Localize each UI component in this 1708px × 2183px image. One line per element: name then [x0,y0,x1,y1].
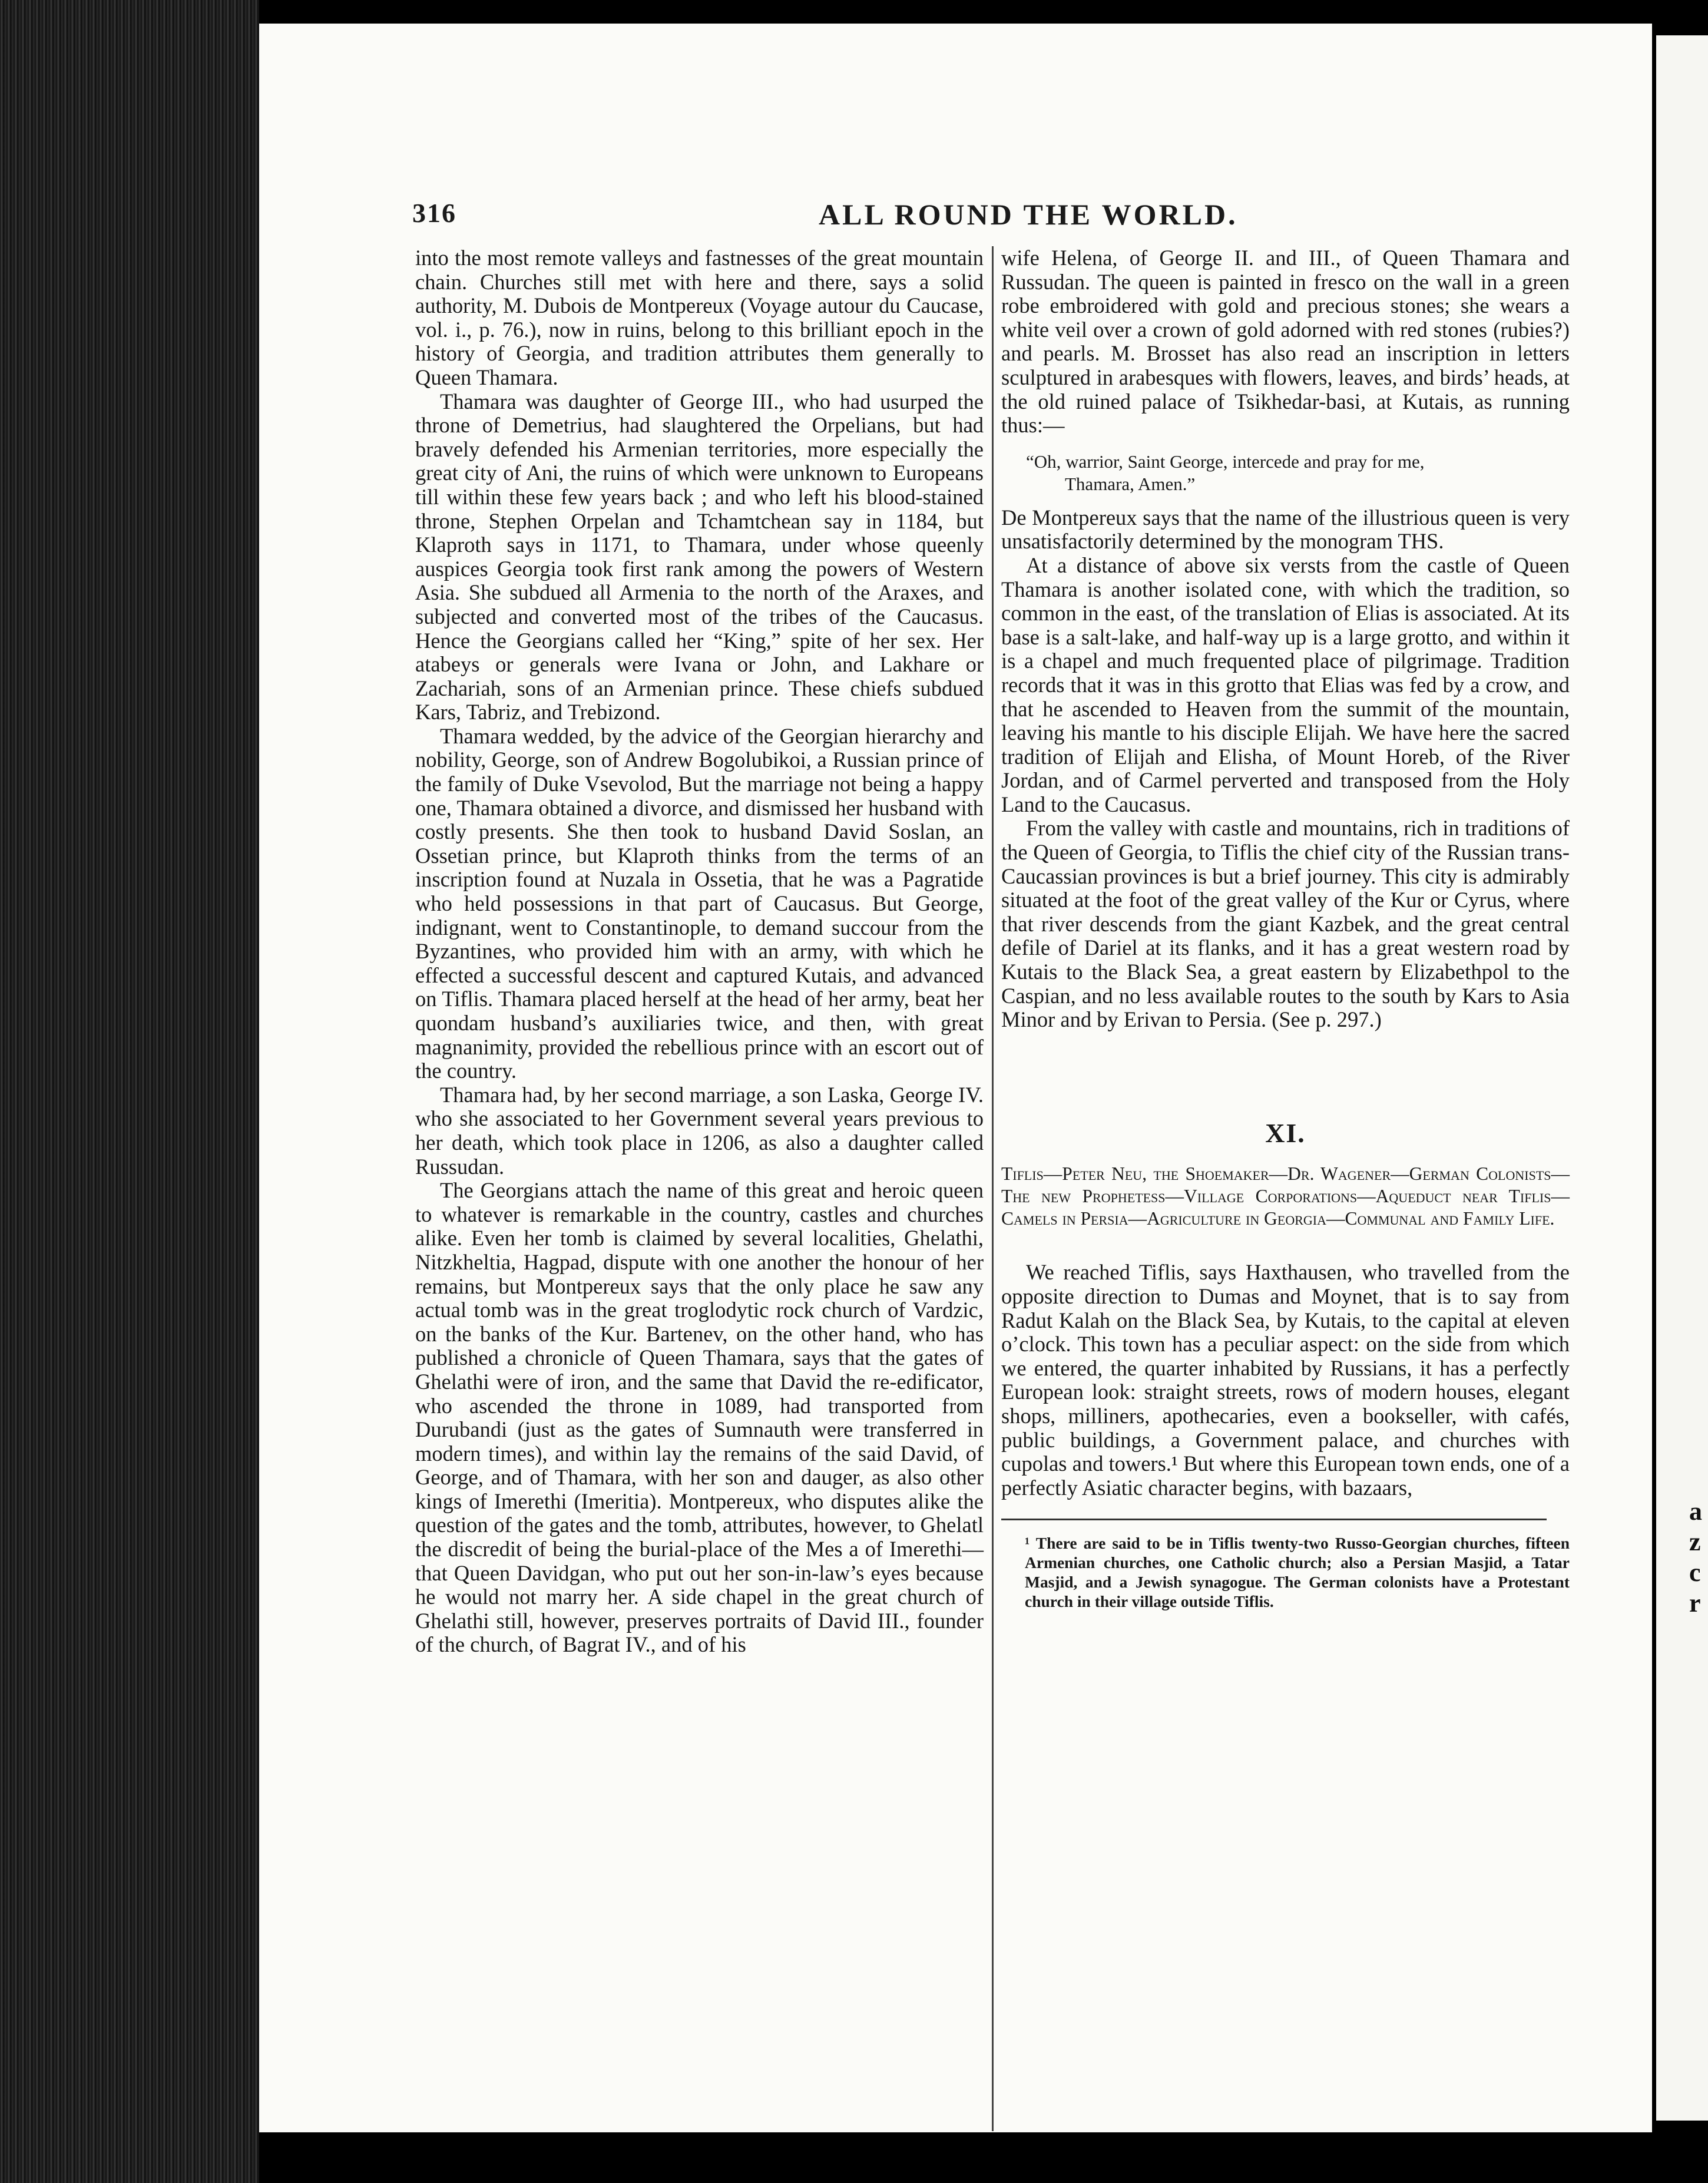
quote-line: “Oh, warrior, Saint George, intercede and pray for me, [1026,451,1425,472]
page-number: 316 [412,198,456,228]
paragraph: Thamara had, by her second marriage, a son Laska, George IV. who she associated to her Government several years previous to her death, which took place in 1206, as also a daughter called Russudan. [415,1082,984,1179]
footnote-rule [1001,1519,1547,1520]
chapter-number: XI. [1265,1117,1306,1148]
quote-line: Thamara, Amen.” [1065,473,1196,494]
paragraph: At a distance of above six versts from the castle of Queen Thamara is another isolated cone, with which the tradition, so common in the east, of the translation of Elias is associated. At its base is a salt-lake, and half-way up is a large grotto, and within it is a chapel and much frequented place of pilgrimage. Tradition records that it was in this grotto that Elias was fed by a crow, and that he ascended to Heaven from the summit of the mountain, leaving his mantle to his disciple Elijah. We have here the sacred tradition of Elijah and Elisha, of Mount Horeb, of the River Jordan, and of Carmel perverted and transposed from the Holy Land to the Caucasus. [1001,553,1570,816]
chapter-summary: Tiflis—Peter Neu, the Shoemaker—Dr. Wagener—German Colonists—The new Prophetess—Village Corporations—Aqueduct near Tiflis—Camels in Persia—Agriculture in Georgia—Communal and Family Life. [1001,1163,1570,1229]
paragraph: into the most remote valleys and fastnesses of the great mountain chain. Churches still met with here and there, says a solid authority, M. Dubois de Montpereux (Voyage autour du Caucase, vol. i., p. 76.), now in ruins, belong to this brilliant epoch in the history of Georgia, and tradition attributes them generally to Queen Thamara. [415,246,984,389]
next-page-letters: a z c r [1689,1497,1702,1618]
column-divider [992,246,994,2131]
right-column [1001,246,1570,1611]
paragraph: De Montpereux says that the name of the illustrious queen is very unsatisfactorily determined by the monogram THS. [1001,505,1570,554]
paragraph: We reached Tiflis, says Haxthausen, who travelled from the opposite direction to Dumas and Moynet, that is to say from Radut Kalah on the Black Sea, by Kutais, to the capital at eleven o’clock. This town has a peculiar aspect: on the side from which we entered, the quarter inhabited by Russians, it has a perfectly European look: straight streets, rows of modern houses, elegant shops, milliners, apothecaries, even a bookseller, with cafés, public buildings, a Government palace, and churches with cupolas and towers.¹ But where this European town ends, one of a perfectly Asiatic character begins, with bazaars, [1001,1260,1570,1500]
book-fore-edge [0,0,259,2183]
paragraph: The Georgians attach the name of this great and heroic queen to whatever is remarkable in the country, castles and churches alike. Even her tomb is claimed by several localities, Ghelathi, Nitzkheltia, Hagpad, dispute with one another the honour of her remains, but Montpereux says that the only place he saw any actual tomb was in the great troglodytic rock church of Vardzic, on the banks of the Kur. Bartenev, on the other hand, who has published a chronicle of Queen Thamara, says that the gates of Ghelathi were of iron, and the same that David the re-edificator, who ascended the throne in 1089, had transported from Durubandi (just as the gates of Sumnauth were transferred in modern times), and within lay the remains of the said David, of George, and of Thamara, with her son and dauger, as also other kings of Imerethi (Imeritia). Montpereux, who disputes alike the question of the gates and the tomb, attributes, however, to Ghelatl the discredit of being the burial-place of the Mes a of Imerethi—that Queen Davidgan, who put out her son-in-law’s eyes because he would not marry her. A side chapel in the great church of Ghelathi still, however, preserves portraits of David III., founder of the church, of Bagrat IV., and of his [415,1178,984,1657]
paragraph: Thamara was daughter of George III., who had usurped the throne of Demetrius, had slaughtered the Orpelians, but had bravely defended his Armenian territories, more especially the great city of Ani, the ruins of which were unknown to Europeans till within these few years back ; and who left his blood-stained throne, Stephen Orpelan and Tchamtchean say in 1184, but Klaproth says in 1171, to Thamara, under whose queenly auspices Georgia took first rank among the powers of Western Asia. She subdued all Armenia to the north of the Araxes, and subjected and converted most of the tribes of the Caucasus. Hence the Georgians called her “King,” spite of her sex. Her atabeys or generals were Ivana or John, and Lakhare or Zachariah, sons of an Armenian prince. These chiefs subdued Kars, Tabriz, and Trebizond. [415,389,984,725]
paragraph: Thamara wedded, by the advice of the Georgian hierarchy and nobility, George, son of Andrew Bogolubikoi, a Russian prince of the family of Duke Vsevolod, But the marriage not being a happy one, Thamara obtained a divorce, and dismissed her husband with costly presents. She then took to husband David Soslan, an Ossetian prince, but Klaproth thinks from the terms of an inscription found at Nuzala in Ossetia, that he was a Pagratide who held possessions in that part of Caucasus. But George, indignant, went to Constantinople, to demand succour from the Byzantines, who provided him with an army, with which he effected a successful descent and captured Kutais, and advanced on Tiflis. Thamara placed herself at the head of her army, beat her quondam husband’s auxiliaries twice, and then, with great magnanimity, provided the rebellious prince with an escort out of the country. [415,723,984,1083]
paragraph: wife Helena, of George II. and III., of Queen Thamara and Russudan. The queen is painted in fresco on the wall in a green robe embroidered with gold and precious stones; she wears a white veil over a crown of gold adorned with red stones (rubies?) and pearls. M. Brosset has also read an inscription in letters sculptured in arabesques with flowers, leaves, and birds’ heads, at the old ruined palace of Tsikhedar-basi, at Kutais, as running thus:— [1001,246,1570,438]
footnote: ¹ There are said to be in Tiflis twenty-two Russo-Georgian churches, fifteen Armenian churches, one Catholic church; also a Persian Masjid, a Tatar Masjid, and a Jewish synagogue. The German colonists have a Protestant church in their village outside Tiflis. [1025,1534,1570,1611]
inscription-quote [1001,451,1570,495]
next-page-edge [1656,35,1708,2121]
paragraph: From the valley with castle and mountains, rich in traditions of the Queen of Georgia, to Tiflis the chief city of the Russian trans-Caucassian provinces is but a brief journey. This city is admirably situated at the foot of the great valley of the Kur or Cyrus, where that river descends from the giant Kazbek, and the great central defile of Dariel at its flanks, and it has a great western road by Kutais to the Black Sea, a great eastern by Elizabethpol to the Caspian, and no less available routes to the south by Kars to Asia Minor and by Erivan to Persia. (See p. 297.) [1001,816,1570,1032]
running-title: ALL ROUND THE WORLD. [819,198,1238,231]
left-column [415,246,984,1657]
running-head [412,197,1590,233]
